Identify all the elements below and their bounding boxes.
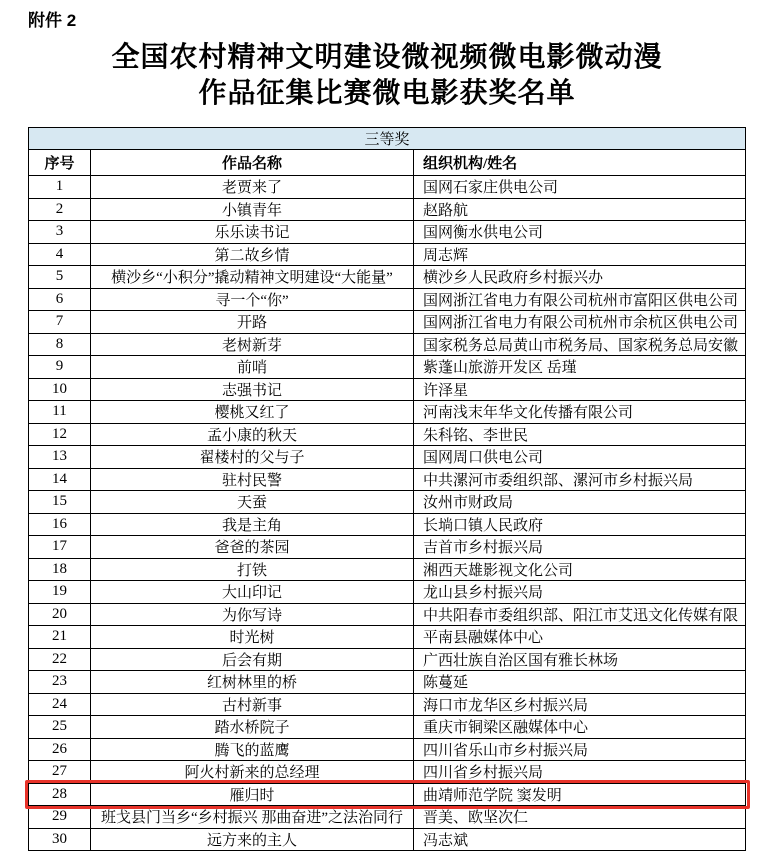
column-header-work-name: 作品名称 xyxy=(91,150,414,176)
cell-organization: 中共阳春市委组织部、阳江市艾迅文化传媒有限 xyxy=(414,603,746,626)
cell-work-name: 天蚕 xyxy=(91,491,414,514)
table-row xyxy=(29,693,746,716)
cell-organization: 中共漯河市委组织部、漯河市乡村振兴局 xyxy=(414,468,746,491)
cell-row-number: 28 xyxy=(29,783,91,806)
cell-organization: 朱科铭、李世民 xyxy=(414,423,746,446)
cell-organization: 河南浅末年华文化传播有限公司 xyxy=(414,401,746,424)
cell-work-name: 老树新芽 xyxy=(91,333,414,356)
cell-row-number: 7 xyxy=(29,311,91,334)
cell-work-name: 小镇青年 xyxy=(91,198,414,221)
cell-row-number: 6 xyxy=(29,288,91,311)
cell-organization: 汝州市财政局 xyxy=(414,491,746,514)
cell-row-number: 17 xyxy=(29,536,91,559)
cell-work-name: 樱桃又红了 xyxy=(91,401,414,424)
column-header-organization: 组织机构/姓名 xyxy=(414,150,746,176)
cell-work-name: 雁归时 xyxy=(91,783,414,806)
cell-work-name: 班戈县门当乡“乡村振兴 那曲奋进”之法治同行 xyxy=(91,806,414,829)
column-header-row xyxy=(29,150,746,176)
cell-organization: 四川省乐山市乡村振兴局 xyxy=(414,738,746,761)
table-row xyxy=(29,468,746,491)
cell-organization: 赵路航 xyxy=(414,198,746,221)
cell-row-number: 25 xyxy=(29,716,91,739)
table-row xyxy=(29,266,746,289)
table-row xyxy=(29,626,746,649)
cell-row-number: 14 xyxy=(29,468,91,491)
cell-work-name: 阿火村新来的总经理 xyxy=(91,761,414,784)
table-row xyxy=(29,401,746,424)
table-row xyxy=(29,806,746,829)
cell-row-number: 20 xyxy=(29,603,91,626)
group-header-row xyxy=(29,128,746,150)
table-row xyxy=(29,423,746,446)
cell-work-name: 孟小康的秋天 xyxy=(91,423,414,446)
cell-organization: 国网浙江省电力有限公司杭州市余杭区供电公司 xyxy=(414,311,746,334)
cell-row-number: 30 xyxy=(29,828,91,851)
table-row xyxy=(29,356,746,379)
cell-work-name: 踏水桥院子 xyxy=(91,716,414,739)
cell-row-number: 29 xyxy=(29,806,91,829)
column-header-no: 序号 xyxy=(29,150,91,176)
cell-organization: 广西壮族自治区国有雅长林场 xyxy=(414,648,746,671)
cell-row-number: 26 xyxy=(29,738,91,761)
table-row xyxy=(29,558,746,581)
attachment-label: 附件 2 xyxy=(28,11,77,30)
cell-organization: 冯志斌 xyxy=(414,828,746,851)
cell-work-name: 前哨 xyxy=(91,356,414,379)
cell-row-number: 22 xyxy=(29,648,91,671)
cell-row-number: 5 xyxy=(29,266,91,289)
cell-work-name: 为你写诗 xyxy=(91,603,414,626)
table-row xyxy=(29,738,746,761)
cell-row-number: 2 xyxy=(29,198,91,221)
cell-row-number: 13 xyxy=(29,446,91,469)
cell-work-name: 大山印记 xyxy=(91,581,414,604)
cell-organization: 晋美、欧坚次仁 xyxy=(414,806,746,829)
cell-row-number: 16 xyxy=(29,513,91,536)
cell-organization: 国家税务总局黄山市税务局、国家税务总局安徽 xyxy=(414,333,746,356)
table-row xyxy=(29,671,746,694)
table-row xyxy=(29,221,746,244)
cell-row-number: 11 xyxy=(29,401,91,424)
cell-work-name: 翟楼村的父与子 xyxy=(91,446,414,469)
cell-work-name: 横沙乡“小积分”撬动精神文明建设“大能量” xyxy=(91,266,414,289)
page-title-line2: 作品征集比赛微电影获奖名单 xyxy=(198,78,576,109)
page-title-line1: 全国农村精神文明建设微视频微电影微动漫 xyxy=(111,42,663,73)
cell-organization: 国网石家庄供电公司 xyxy=(414,176,746,199)
cell-row-number: 15 xyxy=(29,491,91,514)
cell-organization: 湘西天雄影视文化公司 xyxy=(414,558,746,581)
table-body xyxy=(29,176,746,851)
table-row xyxy=(29,311,746,334)
table-row xyxy=(29,648,746,671)
cell-work-name: 我是主角 xyxy=(91,513,414,536)
cell-work-name: 时光树 xyxy=(91,626,414,649)
cell-organization: 国网衡水供电公司 xyxy=(414,221,746,244)
cell-work-name: 乐乐读书记 xyxy=(91,221,414,244)
table-row xyxy=(29,378,746,401)
cell-work-name: 打铁 xyxy=(91,558,414,581)
cell-work-name: 寻一个“你” xyxy=(91,288,414,311)
table-row xyxy=(29,716,746,739)
cell-organization: 国网周口供电公司 xyxy=(414,446,746,469)
cell-work-name: 远方来的主人 xyxy=(91,828,414,851)
table-row xyxy=(29,581,746,604)
cell-organization: 吉首市乡村振兴局 xyxy=(414,536,746,559)
table-row xyxy=(29,603,746,626)
table-row xyxy=(29,333,746,356)
cell-work-name: 老贾来了 xyxy=(91,176,414,199)
cell-row-number: 4 xyxy=(29,243,91,266)
cell-row-number: 8 xyxy=(29,333,91,356)
cell-organization: 周志辉 xyxy=(414,243,746,266)
cell-organization: 国网浙江省电力有限公司杭州市富阳区供电公司 xyxy=(414,288,746,311)
cell-work-name: 腾飞的蓝鹰 xyxy=(91,738,414,761)
table-row xyxy=(29,491,746,514)
cell-organization: 海口市龙华区乡村振兴局 xyxy=(414,693,746,716)
cell-work-name: 后会有期 xyxy=(91,648,414,671)
cell-work-name: 驻村民警 xyxy=(91,468,414,491)
cell-row-number: 1 xyxy=(29,176,91,199)
cell-row-number: 9 xyxy=(29,356,91,379)
cell-organization: 四川省乡村振兴局 xyxy=(414,761,746,784)
table-row xyxy=(29,783,746,806)
cell-row-number: 3 xyxy=(29,221,91,244)
table-row xyxy=(29,761,746,784)
cell-organization: 陈蔓延 xyxy=(414,671,746,694)
cell-row-number: 18 xyxy=(29,558,91,581)
cell-organization: 龙山县乡村振兴局 xyxy=(414,581,746,604)
table-row xyxy=(29,198,746,221)
cell-organization: 平南县融媒体中心 xyxy=(414,626,746,649)
cell-work-name: 志强书记 xyxy=(91,378,414,401)
cell-row-number: 19 xyxy=(29,581,91,604)
cell-organization: 许泽星 xyxy=(414,378,746,401)
group-header-third-prize: 三等奖 xyxy=(29,128,746,150)
cell-row-number: 21 xyxy=(29,626,91,649)
table-row xyxy=(29,243,746,266)
cell-organization: 横沙乡人民政府乡村振兴办 xyxy=(414,266,746,289)
cell-row-number: 24 xyxy=(29,693,91,716)
table-row xyxy=(29,176,746,199)
cell-organization: 长埫口镇人民政府 xyxy=(414,513,746,536)
cell-work-name: 古村新事 xyxy=(91,693,414,716)
cell-work-name: 开路 xyxy=(91,311,414,334)
award-table xyxy=(28,127,746,851)
cell-work-name: 第二故乡情 xyxy=(91,243,414,266)
cell-organization: 曲靖师范学院 窦发明 xyxy=(414,783,746,806)
cell-row-number: 10 xyxy=(29,378,91,401)
cell-organization: 重庆市铜梁区融媒体中心 xyxy=(414,716,746,739)
table-row xyxy=(29,288,746,311)
table-row xyxy=(29,536,746,559)
table-row xyxy=(29,513,746,536)
cell-row-number: 12 xyxy=(29,423,91,446)
cell-work-name: 红树林里的桥 xyxy=(91,671,414,694)
page-title xyxy=(0,40,774,112)
cell-work-name: 爸爸的茶园 xyxy=(91,536,414,559)
cell-row-number: 23 xyxy=(29,671,91,694)
cell-row-number: 27 xyxy=(29,761,91,784)
table-row xyxy=(29,828,746,851)
cell-organization: 紫蓬山旅游开发区 岳瑾 xyxy=(414,356,746,379)
table-row xyxy=(29,446,746,469)
